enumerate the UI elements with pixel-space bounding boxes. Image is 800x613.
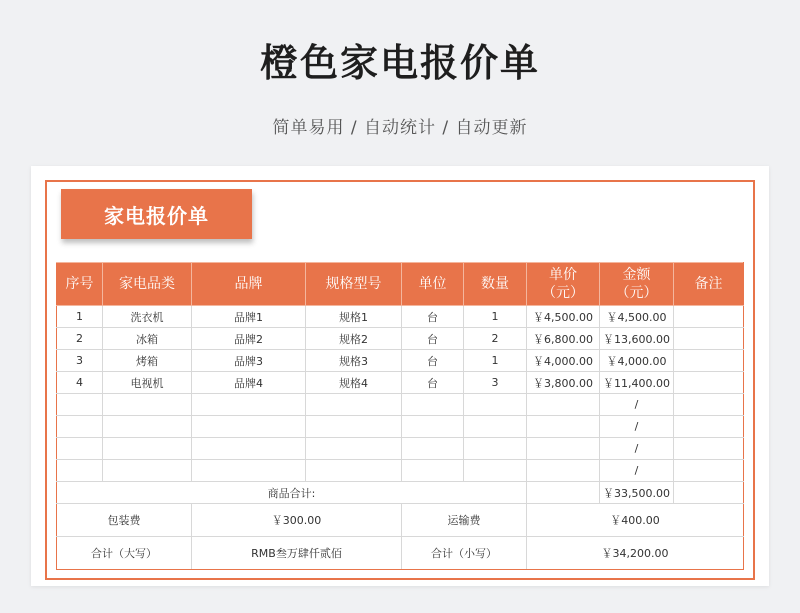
- cell[interactable]: 台: [402, 306, 464, 328]
- cell[interactable]: 品牌1: [192, 306, 306, 328]
- cell[interactable]: [192, 460, 306, 482]
- header-unit: 单位: [402, 263, 464, 306]
- cell[interactable]: 品牌2: [192, 328, 306, 350]
- cell[interactable]: 洗衣机: [103, 306, 192, 328]
- cell[interactable]: [57, 394, 103, 416]
- cell[interactable]: [192, 416, 306, 438]
- header-amount-unit: （元）: [615, 285, 658, 301]
- header-remarks: 备注: [674, 263, 744, 306]
- header-quantity: 数量: [464, 263, 527, 306]
- cell[interactable]: 规格2: [306, 328, 402, 350]
- cell[interactable]: [402, 460, 464, 482]
- cell[interactable]: [464, 460, 527, 482]
- cell[interactable]: [527, 460, 600, 482]
- subtotal-value[interactable]: ￥33,500.00: [600, 482, 674, 504]
- cell[interactable]: [527, 416, 600, 438]
- total-upper-label: 合计（大写）: [57, 537, 192, 570]
- cell[interactable]: 电视机: [103, 372, 192, 394]
- subtotal-row: [57, 482, 744, 504]
- header-amount-label: 金额: [622, 267, 651, 283]
- cell[interactable]: /: [600, 460, 674, 482]
- cell[interactable]: [192, 394, 306, 416]
- cell[interactable]: [527, 394, 600, 416]
- cell[interactable]: [306, 394, 402, 416]
- cell[interactable]: [464, 394, 527, 416]
- cell[interactable]: 烤箱: [103, 350, 192, 372]
- table-row: [57, 372, 744, 394]
- header-amount: [600, 263, 674, 306]
- cell[interactable]: 1: [464, 306, 527, 328]
- table-row: [57, 306, 744, 328]
- cell[interactable]: [527, 438, 600, 460]
- cell[interactable]: ￥4,500.00: [527, 306, 600, 328]
- table-row: [57, 416, 744, 438]
- cell[interactable]: 台: [402, 372, 464, 394]
- cell[interactable]: ￥4,500.00: [600, 306, 674, 328]
- cell[interactable]: 品牌3: [192, 350, 306, 372]
- table-row: [57, 328, 744, 350]
- cell[interactable]: [674, 328, 744, 350]
- header-price-label: 单价: [549, 267, 577, 283]
- packing-fee-label: 包装费: [57, 504, 192, 537]
- cell[interactable]: 规格4: [306, 372, 402, 394]
- cell[interactable]: 1: [464, 350, 527, 372]
- cell[interactable]: 1: [57, 306, 103, 328]
- shipping-fee-label: 运输费: [402, 504, 527, 537]
- cell[interactable]: 台: [402, 328, 464, 350]
- cell[interactable]: [57, 460, 103, 482]
- cell[interactable]: [464, 438, 527, 460]
- total-lower-label: 合计（小写）: [402, 537, 527, 570]
- cell[interactable]: [674, 416, 744, 438]
- total-lower-value[interactable]: ￥34,200.00: [527, 537, 744, 570]
- subtotal-label: 商品合计:: [57, 482, 527, 504]
- cell[interactable]: ￥4,000.00: [527, 350, 600, 372]
- cell[interactable]: [103, 438, 192, 460]
- cell[interactable]: ￥11,400.00: [600, 372, 674, 394]
- page-title: 橙色家电报价单: [259, 41, 540, 85]
- header-price-unit: （元）: [542, 285, 584, 301]
- cell[interactable]: 规格3: [306, 350, 402, 372]
- header-brand: 品牌: [192, 263, 306, 306]
- subtotal-remark[interactable]: [674, 482, 744, 504]
- packing-fee-value[interactable]: ￥300.00: [192, 504, 402, 537]
- cell[interactable]: [674, 306, 744, 328]
- cell[interactable]: /: [600, 416, 674, 438]
- table-row: [57, 438, 744, 460]
- table-row: [57, 350, 744, 372]
- sheet-banner: 家电报价单: [61, 189, 252, 239]
- cell[interactable]: [57, 416, 103, 438]
- cell[interactable]: ￥13,600.00: [600, 328, 674, 350]
- cell[interactable]: [674, 460, 744, 482]
- cell[interactable]: [103, 460, 192, 482]
- cell[interactable]: [103, 394, 192, 416]
- cell[interactable]: [464, 416, 527, 438]
- cell[interactable]: 4: [57, 372, 103, 394]
- subtotal-spacer: [527, 482, 600, 504]
- page-subtitle: 简单易用 / 自动统计 / 自动更新: [272, 118, 528, 138]
- cell[interactable]: ￥4,000.00: [600, 350, 674, 372]
- cell[interactable]: ￥3,800.00: [527, 372, 600, 394]
- shipping-fee-value[interactable]: ￥400.00: [527, 504, 744, 537]
- header-index: 序号: [57, 263, 103, 306]
- cell[interactable]: 规格1: [306, 306, 402, 328]
- cell[interactable]: [402, 416, 464, 438]
- cell[interactable]: [674, 394, 744, 416]
- cell[interactable]: [674, 438, 744, 460]
- header-model: 规格型号: [306, 263, 402, 306]
- quote-table: [56, 262, 744, 570]
- cell[interactable]: 台: [402, 350, 464, 372]
- table-row: [57, 460, 744, 482]
- cell[interactable]: 2: [57, 328, 103, 350]
- header-price: [527, 263, 600, 306]
- cell[interactable]: [103, 416, 192, 438]
- total-upper-value[interactable]: RMB叁万肆仟贰佰: [192, 537, 402, 570]
- cell[interactable]: 冰箱: [103, 328, 192, 350]
- cell[interactable]: ￥6,800.00: [527, 328, 600, 350]
- cell[interactable]: 3: [464, 372, 527, 394]
- cell[interactable]: /: [600, 438, 674, 460]
- cell[interactable]: 2: [464, 328, 527, 350]
- table-row: [57, 394, 744, 416]
- cell[interactable]: /: [600, 394, 674, 416]
- cell[interactable]: [674, 350, 744, 372]
- header-category: 家电品类: [103, 263, 192, 306]
- cell[interactable]: [402, 438, 464, 460]
- cell[interactable]: [306, 416, 402, 438]
- cell[interactable]: [57, 438, 103, 460]
- cell[interactable]: [402, 394, 464, 416]
- total-row: [57, 537, 744, 570]
- cell[interactable]: [192, 438, 306, 460]
- cell[interactable]: [674, 372, 744, 394]
- quote-sheet: [31, 166, 769, 586]
- cell[interactable]: [306, 438, 402, 460]
- cell[interactable]: 品牌4: [192, 372, 306, 394]
- table-header-row: [57, 263, 744, 306]
- cell[interactable]: [306, 460, 402, 482]
- cell[interactable]: 3: [57, 350, 103, 372]
- fees-row: [57, 504, 744, 537]
